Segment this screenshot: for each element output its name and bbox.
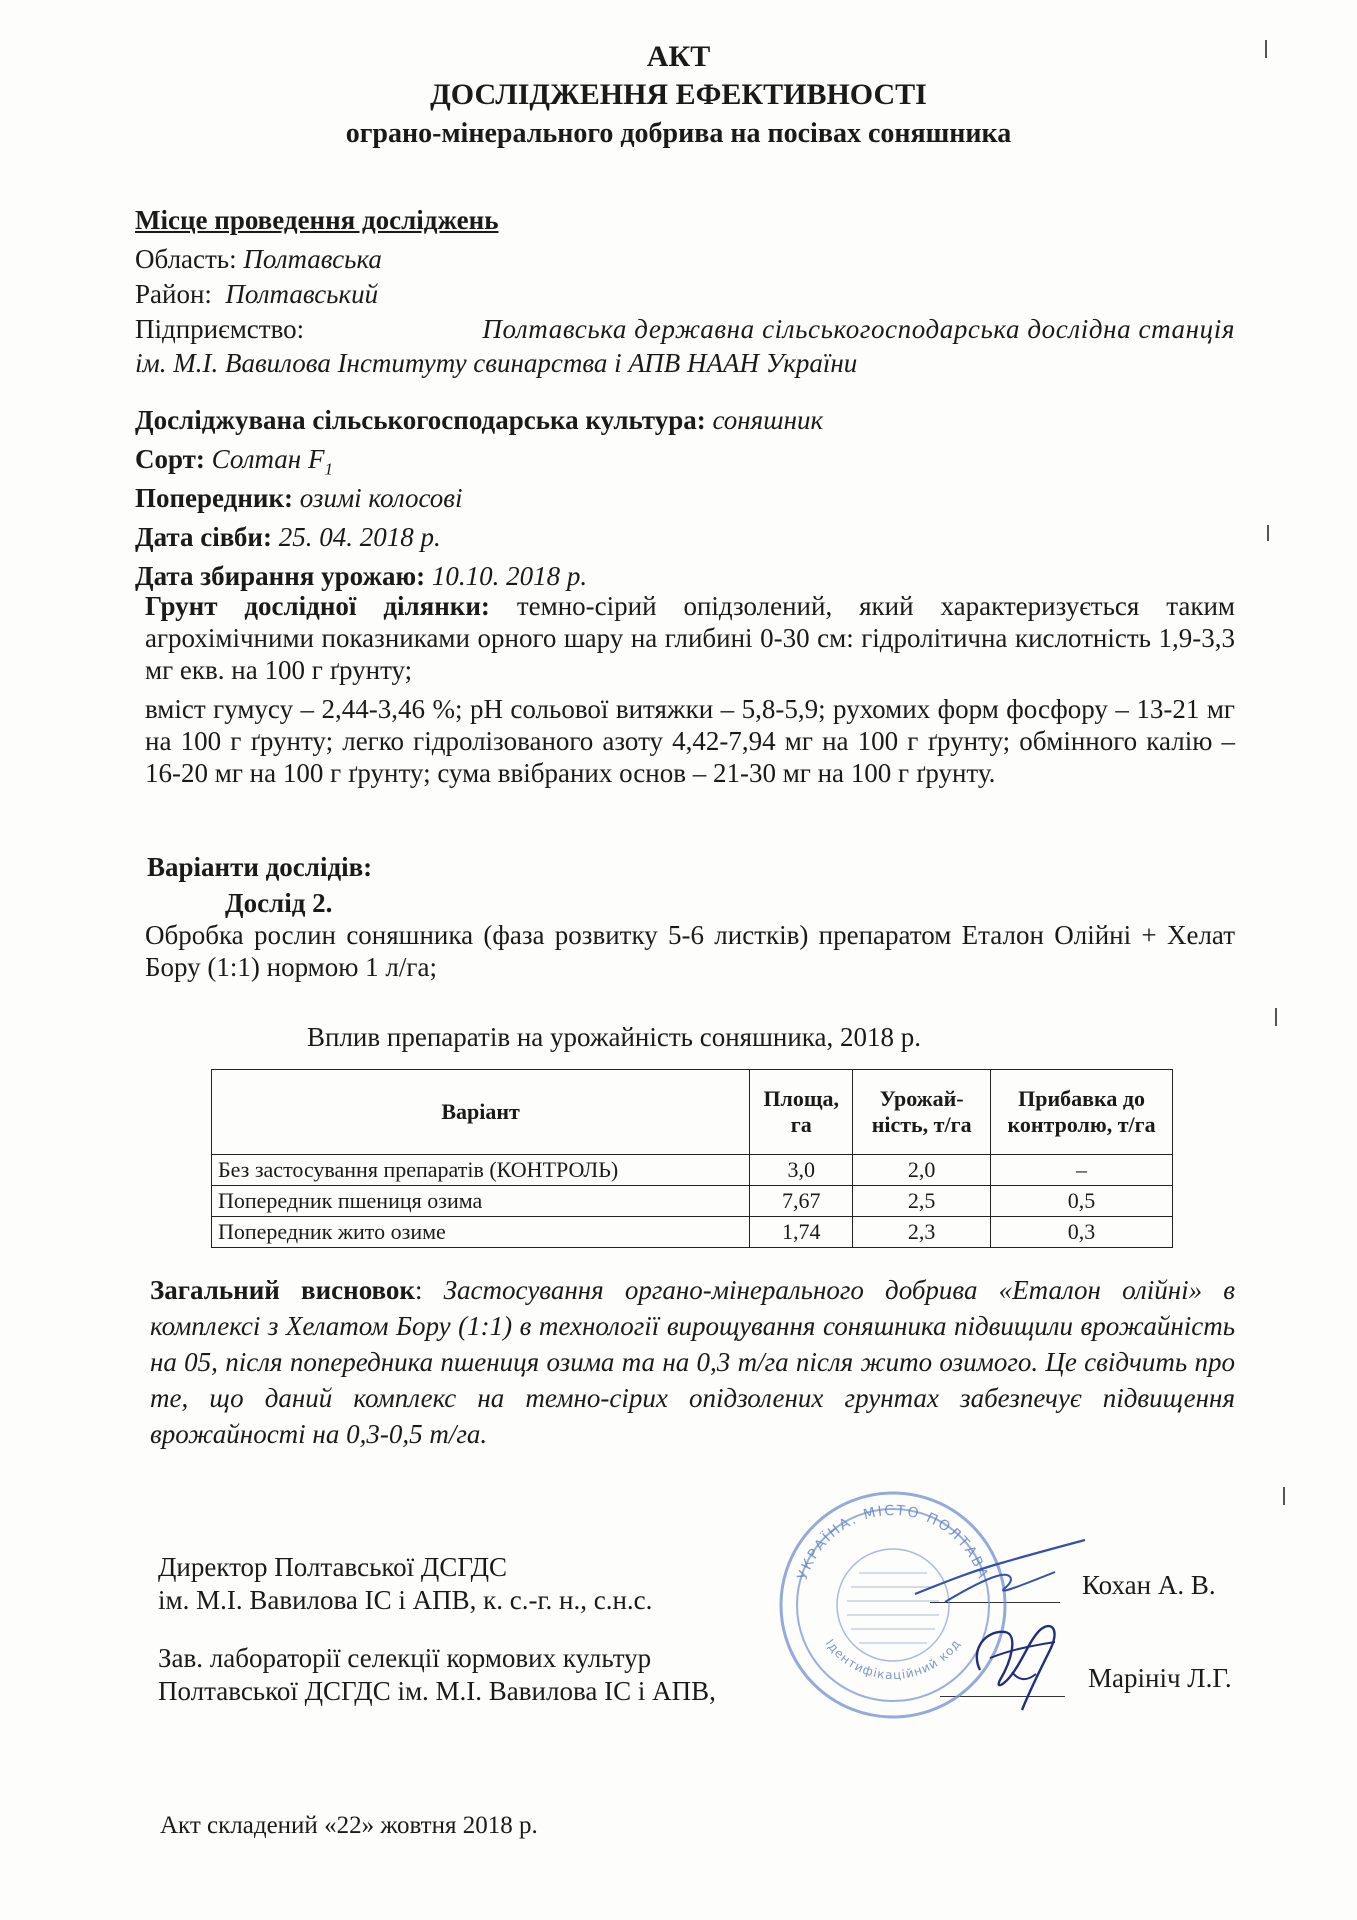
margin-mark — [1267, 525, 1269, 541]
cell-area: 7,67 — [750, 1186, 853, 1217]
cell-variant: Попередник пшениця озима — [212, 1186, 750, 1217]
enterprise-row — [135, 314, 1235, 345]
location-heading: Місце проведення досліджень — [135, 205, 499, 235]
variants-heading: Варіанти дослідів: — [147, 852, 373, 882]
culture-row — [135, 405, 823, 436]
harvest-row — [135, 561, 587, 592]
margin-mark — [1275, 1008, 1277, 1026]
enterprise-label: Підприємство: — [135, 314, 305, 344]
director-name: Кохан А. В. — [1082, 1570, 1216, 1600]
cell-increase: 0,3 — [991, 1217, 1173, 1248]
cell-yield: 2,0 — [853, 1155, 991, 1186]
lab-title-2: Полтавської ДСГДС ім. М.І. Вавилова ІС і АПВ, — [158, 1676, 716, 1706]
conclusion-label: Загальний висновок — [150, 1275, 415, 1305]
director-title-1: Директор Полтавської ДСГДС — [158, 1552, 508, 1582]
conclusion-colon: : — [414, 1275, 423, 1305]
margin-mark — [1283, 1487, 1285, 1505]
lab-name: Марініч Л.Г. — [1088, 1663, 1232, 1693]
cell-variant: Без застосування препаратів (КОНТРОЛЬ) — [212, 1155, 750, 1186]
doc-title: АКТ — [646, 40, 711, 73]
predecessor-row — [135, 483, 463, 514]
lab-title-1: Зав. лабораторії селекції кормових культур — [158, 1643, 652, 1673]
table-row — [212, 1155, 1173, 1186]
header-area: Площа, га — [750, 1070, 853, 1155]
stamp-bottom-text: Ідентифікаційний код — [822, 1636, 964, 1683]
soil-text-1: темно-сірий опідзолений, який характеризується таким агрохімічними показниками орного шару на глибині 0-30 см: гідролітична кислотність 1,9-3,3 мг екв. на 100 г ґрунту; — [145, 591, 1235, 685]
doc-subtitle: ДОСЛІДЖЕННЯ ЕФЕКТИВНОСТІ — [430, 78, 927, 111]
district-label: Район: — [135, 279, 212, 309]
cell-area: 3,0 — [750, 1155, 853, 1186]
cell-increase: 0,5 — [991, 1186, 1173, 1217]
header-increase: Прибавка до контролю, т/га — [991, 1070, 1173, 1155]
cell-variant: Попередник жито озиме — [212, 1217, 750, 1248]
enterprise-value-2: ім. М.І. Вавилова Інституту свинарства і АПВ НААН України — [135, 348, 858, 378]
cell-yield: 2,3 — [853, 1217, 991, 1248]
conclusion-text: Застосування органо-мінерального добрива «Еталон олійні» в комплексі з Хелатом Бору (1:1) в технології вирощування соняшника підвищили врожайність на 05, після попередника пшениця озима та на 0,3 т/га після жито озимого. Це свідчить про те, що даний комплекс на темно-сірих опідзолених грунтах забезпечує підвищення врожайності на 0,3-0,5 т/га. — [150, 1275, 1236, 1449]
predecessor-label: Попередник: — [135, 483, 294, 513]
treatment-text: Обробка рослин соняшника (фаза розвитку 5-6 листків) препаратом Еталон Олійні + Хелат Бору (1:1) нормою 1 л/га; — [145, 920, 1235, 982]
culture-value: соняшник — [712, 405, 824, 435]
header-variant: Варіант — [212, 1070, 750, 1155]
table-header-row — [212, 1070, 1173, 1155]
district-value: Полтавський — [225, 279, 379, 309]
experiment-label: Дослід 2. — [225, 888, 333, 918]
variety-subscript: 1 — [324, 459, 333, 479]
variety-value: Солтан F — [211, 444, 325, 474]
cell-area: 1,74 — [750, 1217, 853, 1248]
variety-row — [135, 444, 333, 479]
director-signature — [905, 1532, 1105, 1612]
table-row — [212, 1186, 1173, 1217]
table-row — [212, 1217, 1173, 1248]
predecessor-value: озимі колосові — [299, 483, 463, 513]
soil-label: Грунт дослідної ділянки: — [145, 591, 490, 621]
soil-paragraph-1 — [145, 590, 1235, 686]
lab-signature — [960, 1610, 1070, 1715]
margin-mark — [1265, 40, 1267, 58]
district-row — [135, 279, 378, 310]
doc-topic: ограно-мінерального добрива на посівах соняшника — [345, 118, 1012, 149]
cell-yield: 2,5 — [853, 1186, 991, 1217]
director-title-2: ім. М.І. Вавилова ІС і АПВ, к. с.-г. н., с.н.с. — [158, 1585, 653, 1615]
yield-table — [211, 1069, 1173, 1248]
stamp-outer-text: УКРАЇНА. МІСТО ПОЛТАВА — [794, 1502, 992, 1583]
region-label: Область: — [135, 244, 237, 274]
harvest-value: 10.10. 2018 р. — [431, 561, 588, 591]
soil-text-2: вміст гумусу – 2,44-3,46 %; pH сольової витяжки – 5,8-5,9; рухомих форм фосфору – 13-21 мг на 100 г ґрунту; легко гідролізованого азоту 4,42-7,94 мг на 100 г ґрунту; обмінного калію – 16-20 мг на 100 г ґрунту; сума ввібраних основ – 21-30 мг на 100 г ґрунту. — [145, 694, 1235, 788]
harvest-label: Дата збирання урожаю: — [135, 561, 426, 591]
region-row — [135, 244, 382, 275]
sowing-row — [135, 522, 441, 553]
culture-label: Досліджувана сільськогосподарська культура: — [135, 405, 706, 435]
act-date-line: Акт складений «22» жовтня 2018 р. — [160, 1812, 538, 1839]
sowing-value: 25. 04. 2018 р. — [278, 522, 441, 552]
enterprise-value-1: Полтавська державна сільськогосподарська дослідна станція — [482, 314, 1235, 344]
header-yield: Урожай-ність, т/га — [853, 1070, 991, 1155]
sowing-label: Дата сівби: — [135, 522, 272, 552]
table-caption: Вплив препаратів на урожайність соняшника, 2018 р. — [307, 1022, 921, 1052]
variety-label: Сорт: — [135, 444, 205, 474]
cell-increase: – — [991, 1155, 1173, 1186]
conclusion-paragraph — [150, 1272, 1235, 1452]
region-value: Полтавська — [243, 244, 382, 274]
